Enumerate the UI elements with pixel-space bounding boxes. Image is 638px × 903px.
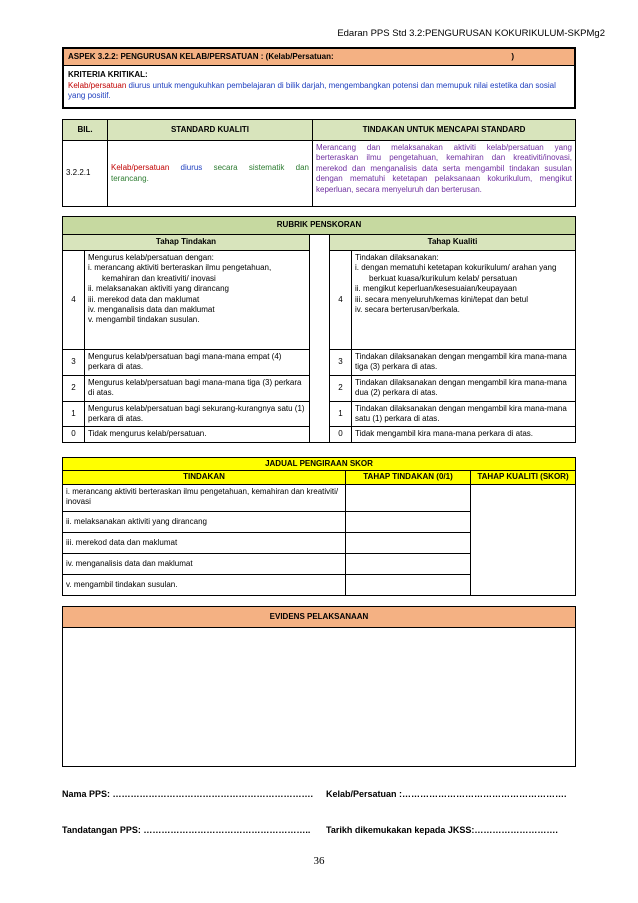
- standard-kualiti: Kelab/persatuan diurus secara sistematik dan terancang.: [108, 141, 313, 207]
- rubrik-1-left: Mengurus kelab/persatuan bagi sekurang-kurangnya satu (1) perkara di atas.: [85, 401, 310, 427]
- page-header: Edaran PPS Std 3.2:PENGURUSAN KOKURIKULUM-SKPMg2: [337, 28, 605, 39]
- jadual-table: [62, 457, 576, 596]
- standard-header: STANDARD KUALITI: [108, 120, 313, 141]
- kriteria-label: KRITERIA KRITIKAL:: [68, 70, 148, 80]
- score-2-right: 2: [330, 375, 352, 401]
- kriteria-cell: [64, 66, 575, 107]
- aspek-close: ): [511, 52, 514, 61]
- rubrik-table: [62, 216, 576, 443]
- rubrik-title: RUBRIK PENSKORAN: [63, 217, 576, 235]
- bil-header: BIL.: [63, 120, 108, 141]
- aspek-title-cell: [64, 49, 575, 66]
- col-tahap-kualiti: TAHAP KUALITI (SKOR): [471, 471, 576, 484]
- score-4-left: 4: [63, 251, 85, 350]
- list-item: i. merancang aktiviti berteraskan ilmu pengetahuan, kemahiran dan kreativiti/ inovasi: [88, 263, 272, 283]
- list-item: iii. merekod data dan maklumat: [88, 294, 200, 304]
- score-1-left: 1: [63, 401, 85, 427]
- score-3-right: 3: [330, 350, 352, 376]
- rubrik-3-right: Tindakan dilaksanakan dengan mengambil kira mana-mana tiga (3) perkara di atas.: [352, 350, 576, 376]
- rubrik-0-left: Tidak mengurus kelab/persatuan.: [85, 427, 310, 442]
- tahap-tindakan-input[interactable]: [346, 511, 471, 532]
- list-item: ii. melaksanakan aktiviti yang dirancang: [88, 284, 229, 294]
- page-number: 36: [313, 855, 325, 867]
- evidens-content-area[interactable]: [63, 628, 575, 766]
- col-tahap-tindakan: TAHAP TINDAKAN (0/1): [346, 471, 471, 484]
- rubrik-spacer: [310, 235, 330, 443]
- score-3-left: 3: [63, 350, 85, 376]
- tahap-tindakan-input[interactable]: [346, 553, 471, 574]
- tandatangan-field[interactable]: Tandatangan PPS: ………………………………………………..: [62, 825, 311, 835]
- rubrik-4-left: Mengurus kelab/persatuan dengan: i. merancang aktiviti berteraskan ilmu pengetahuan, kemahiran dan kreativiti/ inovasi ii. melaksanakan aktiviti yang dirancang iii. merekod data dan maklumat iv. menganalisis data dan maklumat v. mengambil tindakan susulan.: [85, 251, 310, 350]
- standard-table: [62, 119, 576, 207]
- tahap-tindakan-input[interactable]: [346, 574, 471, 595]
- score-4-right: 4: [330, 251, 352, 350]
- aspek-box: [62, 47, 576, 109]
- tahap-kualiti-header: Tahap Kualiti: [330, 235, 576, 251]
- jadual-title: JADUAL PENGIRAAN SKOR: [63, 458, 576, 471]
- evidens-title: EVIDENS PELAKSANAAN: [63, 607, 575, 628]
- rubrik-2-left: Mengurus kelab/persatuan bagi mana-mana tiga (3) perkara di atas.: [85, 375, 310, 401]
- rubrik-3-left: Mengurus kelab/persatuan bagi mana-mana empat (4) perkara di atas.: [85, 350, 310, 376]
- list-item: iv. secara berterusan/berkala.: [355, 304, 460, 314]
- tahap-kualiti-input[interactable]: [471, 484, 576, 595]
- aspek-title: ASPEK 3.2.2: PENGURUSAN KELAB/PERSATUAN : (Kelab/Persatuan:: [68, 52, 334, 61]
- nama-pps-field[interactable]: Nama PPS: ………………………………………………………….: [62, 789, 314, 799]
- tindakan-text: Merancang dan melaksanakan aktiviti kelab/persatuan yang berteraskan ilmu pengetahuan, kemahiran dan kreativiti/inovasi, merekod dan menganalisis data serta mengambil tindakan susulan dengan mematuhi ketetapan pelaksanaan kokurikulum, mengikut keperluan, secara menyeluruh dan berterusan.: [313, 141, 576, 207]
- kelab-field[interactable]: Kelab/Persatuan :……………………………………………….: [326, 789, 567, 799]
- tahap-tindakan-input[interactable]: [346, 484, 471, 511]
- rubrik-1-right: Tindakan dilaksanakan dengan mengambil kira mana-mana satu (1) perkara di atas.: [352, 401, 576, 427]
- tarikh-field[interactable]: Tarikh dikemukakan kepada JKSS:……………………….: [326, 825, 558, 835]
- jadual-row-tindakan: i. merancang aktiviti berteraskan ilmu pengetahuan, kemahiran dan kreativiti/ inovasi: [63, 484, 346, 511]
- score-1-right: 1: [330, 401, 352, 427]
- jadual-row-tindakan: iv. menganalisis data dan maklumat: [63, 553, 346, 574]
- rubrik-2-right: Tindakan dilaksanakan dengan mengambil kira mana-mana dua (2) perkara di atas.: [352, 375, 576, 401]
- tahap-tindakan-header: Tahap Tindakan: [63, 235, 310, 251]
- score-2-left: 2: [63, 375, 85, 401]
- tindakan-header: TINDAKAN UNTUK MENCAPAI STANDARD: [313, 120, 576, 141]
- score-0-right: 0: [330, 427, 352, 442]
- list-item: i. dengan mematuhi ketetapan kokurikulum/ arahan yang berkuat kuasa/kurikulum kelab/ persatuan: [355, 263, 557, 283]
- bil-value: 3.2.2.1: [63, 141, 108, 207]
- list-item: v. mengambil tindakan susulan.: [88, 315, 200, 325]
- list-item: iii. secara menyeluruh/kemas kini/tepat dan betul: [355, 294, 528, 304]
- col-tindakan: TINDAKAN: [63, 471, 346, 484]
- kriteria-text: Kelab/persatuan diurus untuk mengukuhkan pembelajaran di bilik darjah, mengembangkan potensi dan memupuk nilai estetika dan sosial yang positif.: [68, 80, 556, 101]
- evidens-box: [62, 606, 576, 767]
- rubrik-4-right: Tindakan dilaksanakan: i. dengan mematuhi ketetapan kokurikulum/ arahan yang berkuat kuasa/kurikulum kelab/ persatuan ii. mengikut keperluan/kesesuaian/keupayaan iii. secara menyeluruh/kemas kini/tepat dan betul iv. secara berterusan/berkala.: [352, 251, 576, 350]
- list-item: ii. mengikut keperluan/kesesuaian/keupayaan: [355, 284, 517, 294]
- jadual-row-tindakan: v. mengambil tindakan susulan.: [63, 574, 346, 595]
- rubrik-0-right: Tidak mengambil kira mana-mana perkara di atas.: [352, 427, 576, 442]
- list-item: iv. menganalisis data dan maklumat: [88, 304, 215, 314]
- score-0-left: 0: [63, 427, 85, 442]
- tahap-tindakan-input[interactable]: [346, 532, 471, 553]
- jadual-row-tindakan: ii. melaksanakan aktiviti yang dirancang: [63, 511, 346, 532]
- jadual-row-tindakan: iii. merekod data dan maklumat: [63, 532, 346, 553]
